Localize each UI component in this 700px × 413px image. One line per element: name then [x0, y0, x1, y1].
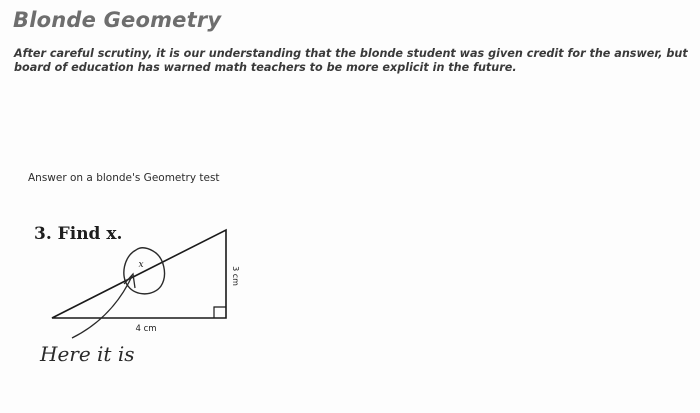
caption-line-2: board of education has warned math teachers to be more explicit in the future.	[14, 61, 517, 74]
triangle	[52, 230, 226, 318]
handwritten-answer: Here it is	[40, 342, 135, 366]
caption-line-1: After careful scrutiny, it is our understanding that the blonde student was given credit for the answer, but	[14, 47, 688, 60]
question-text: 3. Find x.	[34, 224, 123, 244]
height-label: 3 cm	[231, 266, 240, 286]
unknown-label: x	[138, 260, 144, 270]
page-title: Blonde Geometry	[13, 8, 222, 32]
handwritten-arrow	[72, 276, 132, 338]
right-angle-marker	[214, 307, 226, 318]
base-label: 4 cm	[135, 324, 157, 334]
scan-label: Answer on a blonde's Geometry test	[28, 172, 220, 184]
